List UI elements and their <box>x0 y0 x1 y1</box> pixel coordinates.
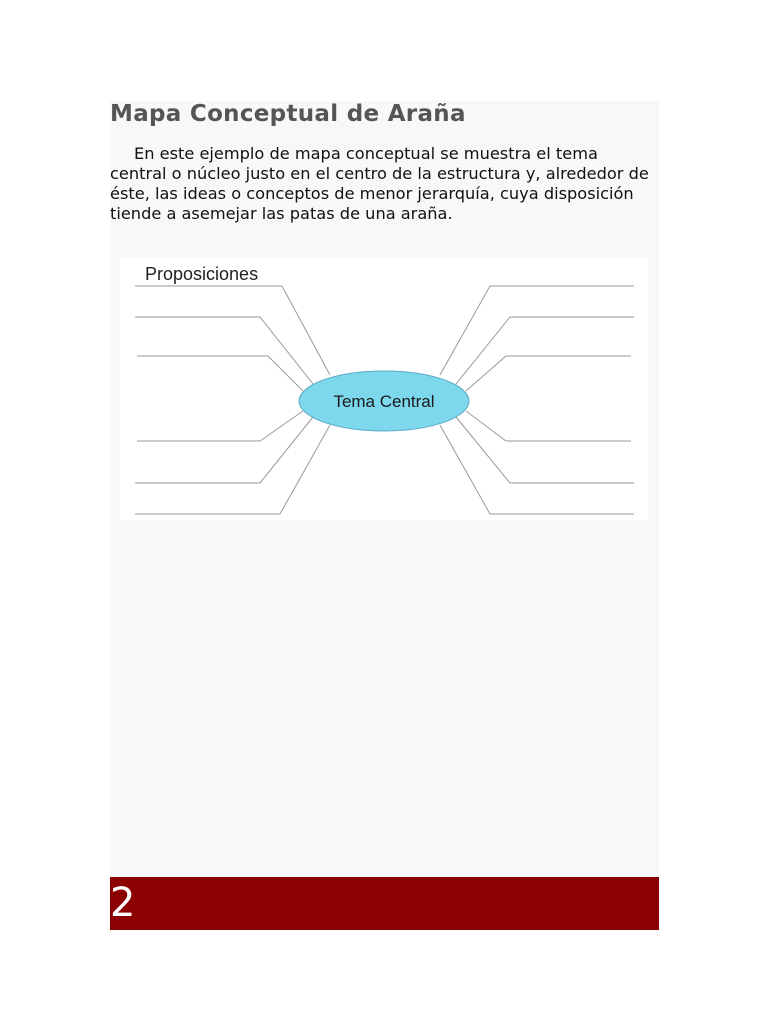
document-page <box>110 101 659 877</box>
page-footer <box>110 877 659 930</box>
leg-right-3 <box>466 356 631 391</box>
leg-left-4 <box>137 411 303 441</box>
leg-right-1 <box>440 286 634 375</box>
spider-map-figure <box>120 258 648 520</box>
leg-right-5 <box>456 417 634 483</box>
spider-map-diagram <box>120 258 648 520</box>
leg-left-5 <box>135 417 313 483</box>
leg-right-4 <box>466 411 631 441</box>
body-paragraph: En este ejemplo de mapa conceptual se muestra el tema central o núcleo justo en el centro de la estructura y, alrededor de éste, las ideas o conceptos de menor jerarquía, cuya disposición tiende a asemejar las patas de una araña. <box>110 144 649 223</box>
leg-left-3 <box>137 356 303 391</box>
page-number: 2 <box>110 880 136 926</box>
leg-right-6 <box>440 425 634 514</box>
leg-right-2 <box>456 317 634 384</box>
page-title: Mapa Conceptual de Araña <box>110 101 466 127</box>
leg-left-1 <box>135 286 330 375</box>
central-topic-label: Tema Central <box>333 392 435 411</box>
leg-left-6 <box>135 425 330 514</box>
propositions-label: Proposiciones <box>145 264 259 284</box>
